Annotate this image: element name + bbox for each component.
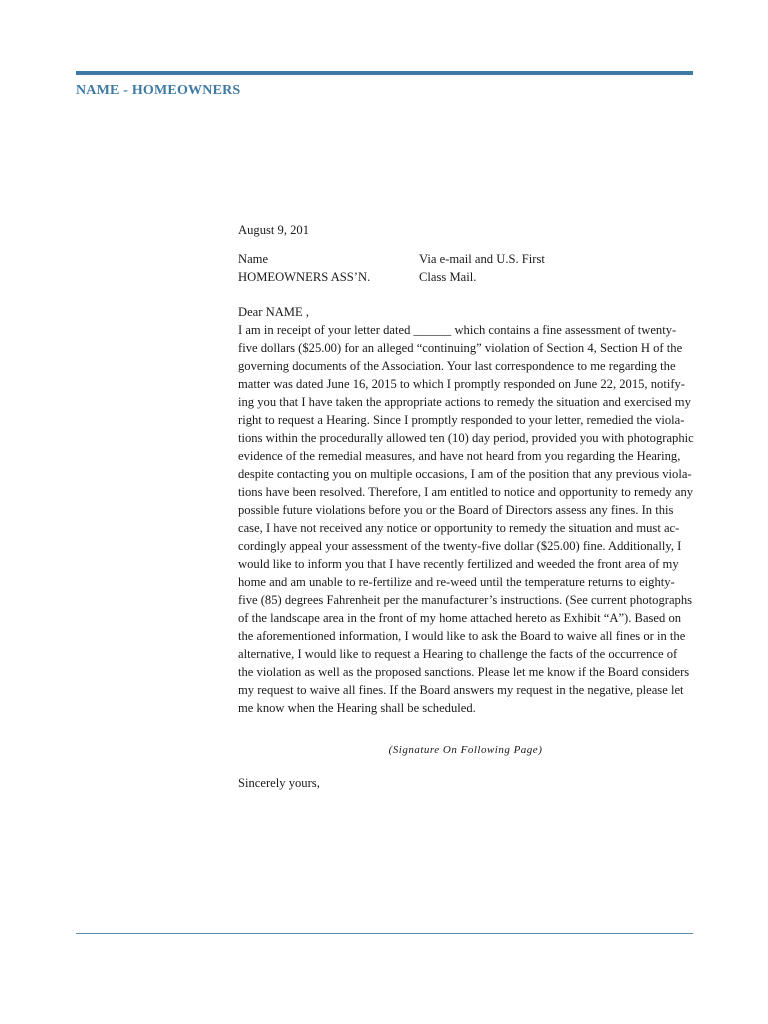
closing: Sincerely yours, (238, 776, 320, 790)
body-line: I am in receipt of your letter dated ______ which contains a fine assessment of twenty- (238, 323, 677, 337)
body-line: evidence of the remedial measures, and have not heard from you regarding the Hearing, (238, 449, 681, 463)
body-line: despite contacting you on multiple occasions, I am of the position that any previous viola- (238, 467, 692, 481)
recipient-name: Name (238, 252, 269, 266)
signature-note: (Signature On Following Page) (388, 744, 543, 756)
body-line: home and am unable to re-fertilize and re-weed until the temperature returns to eighty- (238, 575, 675, 589)
body-line: cordingly appeal your assessment of the twenty-five dollar ($25.00) fine. Additionally, I (238, 539, 682, 553)
body-line: possible future violations before you or the Board of Directors assess any fines. In this (238, 503, 674, 517)
body-line: case, I have not received any notice or opportunity to remedy the situation and must ac- (238, 521, 680, 535)
body-line: my request to waive all fines. If the Board answers my request in the negative, please let (238, 683, 684, 697)
body-line: me know when the Hearing shall be scheduled. (238, 701, 476, 715)
body-line: alternative, I would like to request a Hearing to challenge the facts of the occurrence of (238, 647, 678, 661)
letter-date: August 9, 201 (238, 223, 310, 237)
header-title: NAME - HOMEOWNERS (76, 83, 241, 98)
address-block (238, 250, 693, 286)
delivery-method (419, 250, 693, 286)
salutation: Dear NAME , (238, 305, 309, 319)
body-line: tions have been resolved. Therefore, I am entitled to notice and opportunity to remedy any (238, 485, 694, 499)
body-line: of the landscape area in the front of my home attached hereto as Exhibit “A”). Based on (238, 611, 682, 625)
footer-rule (76, 933, 693, 934)
body-line: matter was dated June 16, 2015 to which I promptly responded on June 22, 2015, notify- (238, 377, 685, 391)
body-line: right to request a Hearing. Since I promptly responded to your letter, remedied the viola- (238, 413, 685, 427)
body-line: the aforementioned information, I would like to ask the Board to waive all fines or in the (238, 629, 686, 643)
body-line: five (85) degrees Fahrenheit per the manufacturer’s instructions. (See current photographs (238, 593, 693, 607)
body-line: the violation as well as the proposed sanctions. Please let me know if the Board considers (238, 665, 690, 679)
letter-body (238, 321, 693, 717)
body-line: would like to inform you that I have recently fertilized and weeded the front area of my (238, 557, 679, 571)
body-line: tions within the procedurally allowed ten (10) day period, provided you with photographic (238, 431, 694, 445)
body-line: governing documents of the Association. Your last correspondence to me regarding the (238, 359, 676, 373)
delivery-line-2: Class Mail. (419, 270, 477, 284)
header-rule (76, 71, 693, 75)
body-line: five dollars ($25.00) for an alleged “continuing” violation of Section 4, Section H of the (238, 341, 683, 355)
body-line: ing you that I have taken the appropriate actions to remedy the situation and exercised my (238, 395, 691, 409)
recipient-block (238, 250, 419, 286)
recipient-org: HOMEOWNERS ASS’N. (238, 270, 371, 284)
delivery-line-1: Via e-mail and U.S. First (419, 252, 545, 266)
